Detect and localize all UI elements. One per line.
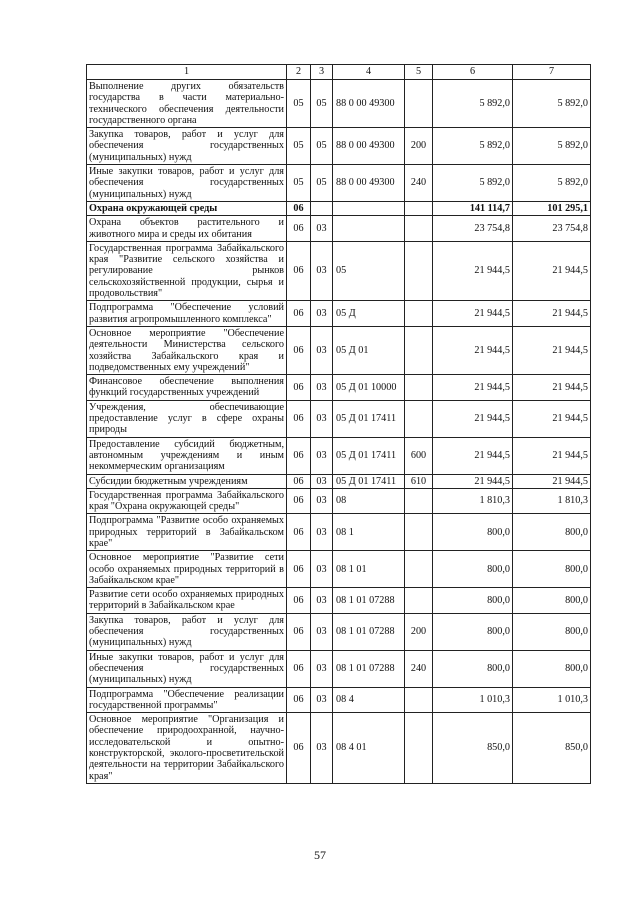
amount-year1-cell: 21 944,5 [433, 437, 513, 474]
target-article-cell: 08 1 01 07288 [333, 613, 405, 650]
subsection-cell: 03 [311, 241, 333, 300]
table-row [87, 165, 591, 202]
amount-year2-cell: 1 810,3 [513, 488, 591, 514]
amount-year1-cell: 21 944,5 [433, 400, 513, 437]
expense-type-cell [405, 241, 433, 300]
subsection-cell: 03 [311, 375, 333, 401]
section-cell: 05 [287, 80, 311, 128]
table-row [87, 216, 591, 242]
section-cell: 05 [287, 165, 311, 202]
name-cell: Развитие сети особо охраняемых природных территорий в Забайкальском крае [87, 588, 287, 614]
amount-year1-cell: 800,0 [433, 514, 513, 551]
section-cell: 06 [287, 588, 311, 614]
amount-year1-cell: 850,0 [433, 713, 513, 784]
target-article-cell: 08 [333, 488, 405, 514]
subsection-cell: 03 [311, 488, 333, 514]
subsection-cell: 03 [311, 551, 333, 588]
subsection-cell: 03 [311, 216, 333, 242]
header-col-6: 6 [433, 65, 513, 80]
header-col-7: 7 [513, 65, 591, 80]
section-cell: 06 [287, 241, 311, 300]
section-cell: 06 [287, 301, 311, 327]
table-row [87, 375, 591, 401]
section-cell: 06 [287, 488, 311, 514]
amount-year2-cell: 21 944,5 [513, 241, 591, 300]
subsection-cell [311, 201, 333, 215]
table-row [87, 514, 591, 551]
amount-year2-cell: 101 295,1 [513, 201, 591, 215]
amount-year2-cell: 850,0 [513, 713, 591, 784]
expense-type-cell [405, 551, 433, 588]
subsection-cell: 05 [311, 128, 333, 165]
expense-type-cell: 200 [405, 128, 433, 165]
target-article-cell: 05 Д 01 17411 [333, 474, 405, 488]
amount-year1-cell: 5 892,0 [433, 128, 513, 165]
section-cell: 06 [287, 201, 311, 215]
expense-type-cell: 240 [405, 165, 433, 202]
table-row [87, 437, 591, 474]
amount-year1-cell: 21 944,5 [433, 241, 513, 300]
amount-year2-cell: 800,0 [513, 650, 591, 687]
amount-year2-cell: 1 010,3 [513, 687, 591, 713]
target-article-cell: 05 Д 01 10000 [333, 375, 405, 401]
target-article-cell: 05 Д 01 17411 [333, 400, 405, 437]
amount-year1-cell: 21 944,5 [433, 326, 513, 374]
name-cell: Учреждения, обеспечивающие предоставление услуг в сфере охраны природы [87, 400, 287, 437]
name-cell: Закупка товаров, работ и услуг для обеспечения государственных (муниципальных) нужд [87, 613, 287, 650]
expense-type-cell [405, 488, 433, 514]
expense-type-cell: 200 [405, 613, 433, 650]
target-article-cell: 88 0 00 49300 [333, 80, 405, 128]
table-row [87, 488, 591, 514]
expense-type-cell [405, 514, 433, 551]
target-article-cell [333, 216, 405, 242]
name-cell: Иные закупки товаров, работ и услуг для обеспечения государственных (муниципальных) нужд [87, 650, 287, 687]
amount-year1-cell: 23 754,8 [433, 216, 513, 242]
budget-table [86, 64, 591, 784]
table-row [87, 650, 591, 687]
section-cell: 06 [287, 474, 311, 488]
target-article-cell: 05 Д 01 [333, 326, 405, 374]
amount-year2-cell: 5 892,0 [513, 80, 591, 128]
subsection-cell: 03 [311, 613, 333, 650]
name-cell: Охрана окружающей среды [87, 201, 287, 215]
name-cell: Подпрограмма "Развитие особо охраняемых природных территорий в Забайкальском крае" [87, 514, 287, 551]
amount-year2-cell: 800,0 [513, 551, 591, 588]
target-article-cell: 88 0 00 49300 [333, 128, 405, 165]
expense-type-cell [405, 588, 433, 614]
target-article-cell: 08 1 [333, 514, 405, 551]
name-cell: Основное мероприятие "Обеспечение деятельности Министерства сельского хозяйства Забайкальского края и подведомственных ему учреждений" [87, 326, 287, 374]
section-cell: 06 [287, 713, 311, 784]
amount-year1-cell: 800,0 [433, 588, 513, 614]
section-cell: 06 [287, 375, 311, 401]
section-cell: 06 [287, 514, 311, 551]
section-cell: 06 [287, 216, 311, 242]
target-article-cell: 08 1 01 07288 [333, 588, 405, 614]
name-cell: Закупка товаров, работ и услуг для обеспечения государственных (муниципальных) нужд [87, 128, 287, 165]
table-header-row [87, 65, 591, 80]
amount-year1-cell: 800,0 [433, 551, 513, 588]
table-row [87, 474, 591, 488]
subsection-cell: 03 [311, 474, 333, 488]
name-cell: Предоставление субсидий бюджетным, автономным учреждениям и иным некоммерческим организациям [87, 437, 287, 474]
section-cell: 05 [287, 128, 311, 165]
target-article-cell: 05 Д 01 17411 [333, 437, 405, 474]
amount-year2-cell: 21 944,5 [513, 400, 591, 437]
amount-year2-cell: 21 944,5 [513, 437, 591, 474]
amount-year2-cell: 21 944,5 [513, 474, 591, 488]
table-row [87, 80, 591, 128]
section-cell: 06 [287, 613, 311, 650]
table-row [87, 713, 591, 784]
header-col-5: 5 [405, 65, 433, 80]
subsection-cell: 03 [311, 713, 333, 784]
amount-year2-cell: 5 892,0 [513, 128, 591, 165]
section-cell: 06 [287, 650, 311, 687]
subsection-cell: 05 [311, 80, 333, 128]
target-article-cell: 08 1 01 [333, 551, 405, 588]
table-row [87, 201, 591, 215]
target-article-cell: 08 1 01 07288 [333, 650, 405, 687]
expense-type-cell [405, 400, 433, 437]
subsection-cell: 03 [311, 400, 333, 437]
header-col-1: 1 [87, 65, 287, 80]
amount-year2-cell: 21 944,5 [513, 326, 591, 374]
subsection-cell: 03 [311, 326, 333, 374]
section-cell: 06 [287, 326, 311, 374]
expense-type-cell [405, 201, 433, 215]
table-row [87, 326, 591, 374]
name-cell: Подпрограмма "Обеспечение реализации государственной программы" [87, 687, 287, 713]
amount-year1-cell: 800,0 [433, 613, 513, 650]
subsection-cell: 05 [311, 165, 333, 202]
amount-year1-cell: 5 892,0 [433, 80, 513, 128]
header-col-2: 2 [287, 65, 311, 80]
section-cell: 06 [287, 400, 311, 437]
section-cell: 06 [287, 687, 311, 713]
subsection-cell: 03 [311, 650, 333, 687]
amount-year2-cell: 21 944,5 [513, 301, 591, 327]
name-cell: Государственная программа Забайкальского края "Охрана окружающей среды" [87, 488, 287, 514]
amount-year1-cell: 5 892,0 [433, 165, 513, 202]
name-cell: Подпрограмма "Обеспечение условий развития агропромышленного комплекса" [87, 301, 287, 327]
amount-year2-cell: 5 892,0 [513, 165, 591, 202]
target-article-cell: 05 Д [333, 301, 405, 327]
name-cell: Финансовое обеспечение выполнения функций государственных учреждений [87, 375, 287, 401]
name-cell: Охрана объектов растительного и животного мира и среды их обитания [87, 216, 287, 242]
target-article-cell: 05 [333, 241, 405, 300]
amount-year1-cell: 800,0 [433, 650, 513, 687]
target-article-cell: 88 0 00 49300 [333, 165, 405, 202]
table-row [87, 241, 591, 300]
amount-year2-cell: 800,0 [513, 613, 591, 650]
expense-type-cell [405, 713, 433, 784]
subsection-cell: 03 [311, 437, 333, 474]
table-row [87, 551, 591, 588]
section-cell: 06 [287, 551, 311, 588]
amount-year1-cell: 1 010,3 [433, 687, 513, 713]
table-row [87, 613, 591, 650]
amount-year2-cell: 800,0 [513, 588, 591, 614]
table-row [87, 400, 591, 437]
amount-year2-cell: 21 944,5 [513, 375, 591, 401]
target-article-cell [333, 201, 405, 215]
amount-year1-cell: 21 944,5 [433, 474, 513, 488]
header-col-3: 3 [311, 65, 333, 80]
expense-type-cell [405, 301, 433, 327]
table-row [87, 687, 591, 713]
amount-year1-cell: 21 944,5 [433, 375, 513, 401]
expense-type-cell: 610 [405, 474, 433, 488]
expense-type-cell [405, 375, 433, 401]
name-cell: Субсидии бюджетным учреждениям [87, 474, 287, 488]
target-article-cell: 08 4 01 [333, 713, 405, 784]
amount-year1-cell: 21 944,5 [433, 301, 513, 327]
expense-type-cell: 240 [405, 650, 433, 687]
page-number: 57 [314, 848, 326, 862]
expense-type-cell [405, 326, 433, 374]
amount-year1-cell: 1 810,3 [433, 488, 513, 514]
name-cell: Основное мероприятие "Развитие сети особо охраняемых природных территорий в Забайкальском крае" [87, 551, 287, 588]
subsection-cell: 03 [311, 687, 333, 713]
table-row [87, 128, 591, 165]
expense-type-cell [405, 687, 433, 713]
expense-type-cell [405, 80, 433, 128]
expense-type-cell [405, 216, 433, 242]
section-cell: 06 [287, 437, 311, 474]
subsection-cell: 03 [311, 588, 333, 614]
table-row [87, 588, 591, 614]
amount-year1-cell: 141 114,7 [433, 201, 513, 215]
header-col-4: 4 [333, 65, 405, 80]
target-article-cell: 08 4 [333, 687, 405, 713]
amount-year2-cell: 800,0 [513, 514, 591, 551]
name-cell: Иные закупки товаров, работ и услуг для обеспечения государственных (муниципальных) нужд [87, 165, 287, 202]
table-row [87, 301, 591, 327]
name-cell: Государственная программа Забайкальского края "Развитие сельского хозяйства и регулирование рынков сельскохозяйственной продукции, сырья и продовольствия" [87, 241, 287, 300]
amount-year2-cell: 23 754,8 [513, 216, 591, 242]
name-cell: Выполнение других обязательств государства в части материально-технического обеспечения деятельности государственного органа [87, 80, 287, 128]
subsection-cell: 03 [311, 514, 333, 551]
subsection-cell: 03 [311, 301, 333, 327]
name-cell: Основное мероприятие "Организация и обеспечение природоохранной, научно-исследовательской и опытно-конструкторской, эколого-просветительской деятельности на территории Забайкальского края" [87, 713, 287, 784]
expense-type-cell: 600 [405, 437, 433, 474]
